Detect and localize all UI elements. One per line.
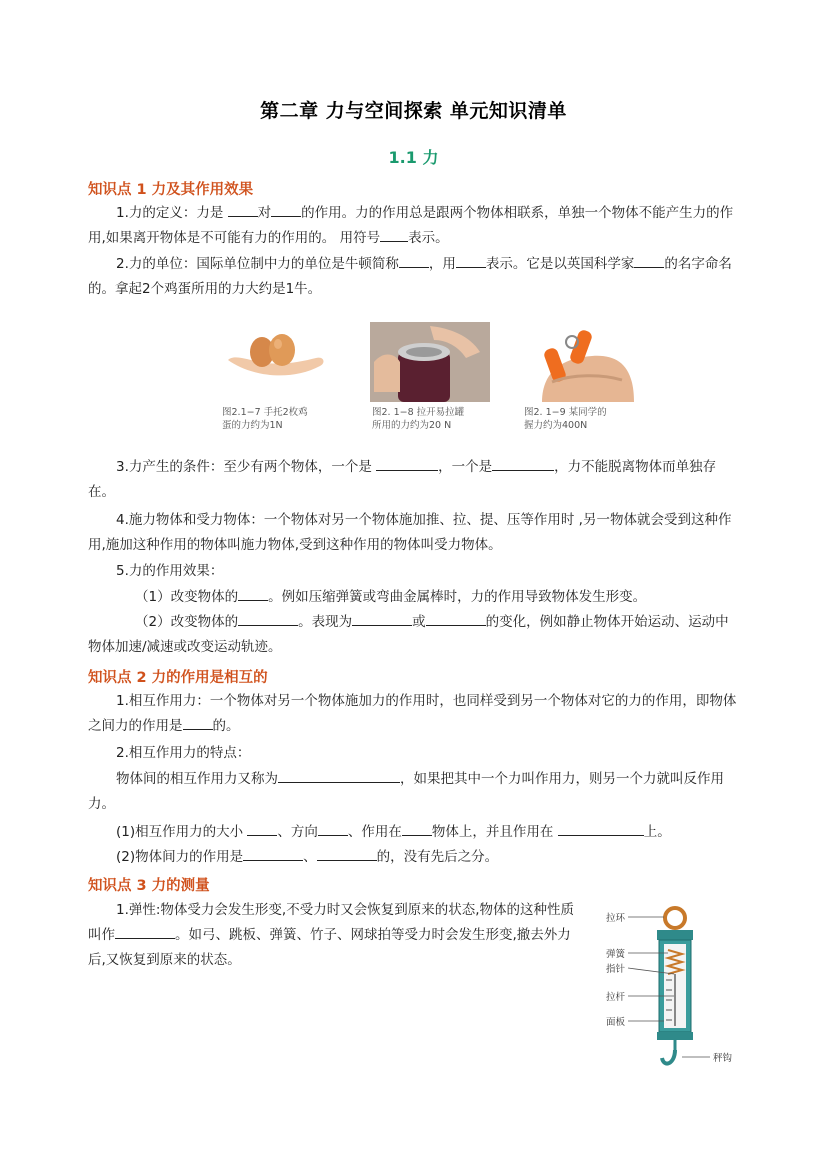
kp2-para1 [88, 689, 740, 739]
blank [238, 611, 298, 626]
caption: 图2. 1−9 某同学的 [524, 407, 607, 418]
blank [376, 456, 438, 471]
label-hook: 秤钩 [713, 1053, 733, 1064]
text: 。例如压缩弹簧或弯曲金属棒时，力的作用导致物体发生形变。 [268, 589, 647, 605]
kp1-para1 [88, 201, 740, 251]
kp1-para2 [88, 252, 740, 302]
text: 物体间的相互作用力又称为 [116, 771, 278, 787]
blank [271, 202, 301, 217]
text: 的。 [212, 718, 240, 734]
text: （1）改变物体的 [135, 589, 239, 605]
can-opening-image [370, 322, 490, 402]
text: 1.弹性:物体受力会发生形变,不受力时又会恢复到原来的状态,物体的这种性质叫作 [88, 902, 575, 943]
label-pull-rod: 拉杆 [606, 992, 626, 1003]
blank [492, 456, 554, 471]
figure-eggs [220, 322, 340, 432]
caption: 蛋的力约为1N [222, 420, 283, 431]
text: 或 [412, 614, 426, 630]
caption: 图2. 1−8 拉开易拉罐 [372, 407, 465, 418]
kp1-para3 [88, 455, 740, 505]
text: (1)相互作用力的大小 [116, 824, 248, 840]
text: 、作用在 [347, 824, 402, 840]
section-title: 1.1 力 [388, 148, 439, 167]
blank [247, 821, 277, 836]
text: 的名字命名的。拿起2个鸡蛋所用的力大约是1牛。 [88, 256, 732, 297]
eggs-in-hand-image [220, 322, 340, 402]
caption: 握力约为400N [524, 420, 588, 431]
figure-grip [522, 322, 642, 432]
kp2-para3 [88, 767, 740, 817]
blank [399, 253, 429, 268]
label-pointer: 指针 [606, 964, 626, 975]
text: (2)物体间力的作用是 [116, 849, 244, 865]
text: 、方向 [277, 824, 318, 840]
blank [558, 821, 644, 836]
blank [115, 924, 175, 939]
text: 。如弓、跳板、弹簧、竹子、网球拍等受力时会发生形变,撤去外力后,又恢复到原来的状态。 [88, 927, 571, 968]
label-pull-ring: 拉环 [606, 913, 626, 924]
blank [278, 768, 400, 783]
kp1-para5-2 [88, 610, 740, 660]
caption: 图2.1−7 手托2枚鸡 [222, 407, 308, 418]
kp1-para5: 5.力的作用效果： [116, 563, 224, 579]
kp2-para5 [88, 845, 740, 870]
blank [238, 586, 268, 601]
caption: 所用的力约为20 N [372, 420, 452, 431]
hand-grip-image [522, 322, 642, 402]
text: 的变化，例如静止物体开始运动、运动中物体加速/减速或改变运动轨迹。 [88, 614, 729, 655]
blank [183, 715, 213, 730]
text: 1.力的定义：力是 [116, 205, 228, 221]
text: （2）改变物体的 [135, 614, 239, 630]
blank [243, 846, 303, 861]
page-title: 第二章 力与空间探索 单元知识清单 [260, 100, 567, 122]
text: 的作用。力的作用总是跟两个物体相联系，单独一个物体不能产生力的作用,如果离开物体是不可能有力的作用的。 用符号 [88, 205, 734, 246]
text: 对 [257, 205, 272, 221]
kp1-heading: 知识点 1 力及其作用效果 [88, 182, 254, 198]
kp2-heading: 知识点 2 力的作用是相互的 [88, 670, 268, 686]
kp3-para1 [88, 898, 585, 973]
kp1-para5-1 [88, 585, 740, 610]
text: 的，没有先后之分。 [376, 849, 499, 865]
text: ，一个是 [438, 459, 493, 475]
text: 1.相互作用力：一个物体对另一个物体施加力的作用时，也同样受到另一个物体对它的力的作用，即物体之间力的作用是 [88, 693, 737, 734]
blank [402, 821, 432, 836]
kp2-para4 [88, 820, 740, 845]
kp2-para2: 2.相互作用力的特点： [116, 745, 251, 761]
spring-scale-diagram [600, 900, 750, 1080]
text: ，力不能脱离物体而单独存在。 [88, 459, 717, 500]
text: 、 [303, 849, 317, 865]
text: 。表现为 [298, 614, 353, 630]
text: 表示。它是以英国科学家 [485, 256, 635, 272]
blank [380, 227, 408, 242]
text: ，如果把其中一个力叫作用力，则另一个力就叫反作用力。 [88, 771, 724, 812]
text: ，用 [428, 256, 456, 272]
label-panel: 面板 [606, 1017, 626, 1028]
blank [634, 253, 664, 268]
blank [318, 821, 348, 836]
blank [352, 611, 412, 626]
blank [317, 846, 377, 861]
text: 2.力的单位：国际单位制中力的单位是牛顿简称 [116, 256, 399, 272]
blank [426, 611, 486, 626]
text: 3.力产生的条件：至少有两个物体，一个是 [116, 459, 377, 475]
figure-can [370, 322, 490, 432]
figure-row [220, 322, 640, 442]
blank [228, 202, 258, 217]
blank [456, 253, 486, 268]
kp1-para4: 4.施力物体和受力物体：一个物体对另一个物体施加推、拉、提、压等作用时 ,另一物体就会受到这种作用,施加这种作用的物体叫施力物体,受到这种作用的物体叫受力物体。 [88, 512, 732, 553]
text: 上。 [643, 824, 671, 840]
label-spring: 弹簧 [606, 949, 626, 960]
text: 物体上，并且作用在 [431, 824, 558, 840]
kp3-heading: 知识点 3 力的测量 [88, 878, 210, 894]
text: 表示。 [408, 230, 449, 246]
